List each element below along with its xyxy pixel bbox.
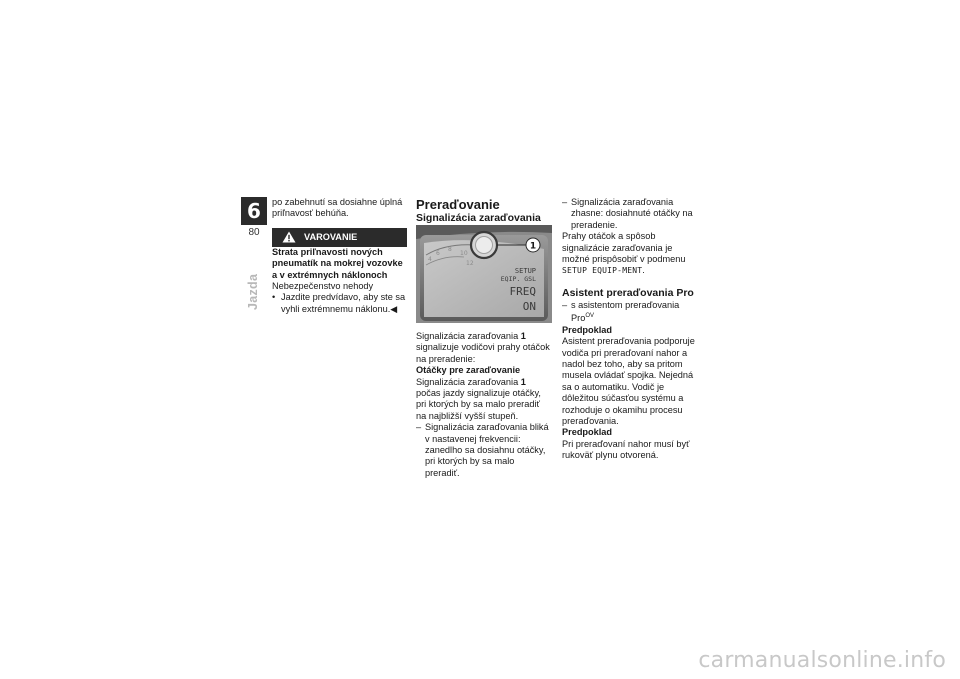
list-item: [562, 300, 697, 325]
dash-text: Signalizácia zaraďovania zhasne: dosiahnuté otáčky na preradenie.: [571, 197, 693, 230]
svg-text:10: 10: [460, 250, 468, 257]
display-equip-text: EQIP. GSL: [500, 275, 536, 283]
column-3: [562, 197, 697, 462]
list-item: [562, 197, 697, 231]
text-span: počas jazdy signalizuje otáčky, pri ktorých by sa malo preradiť na najbližší vyšší stupeň.: [416, 388, 541, 421]
list-item: [272, 292, 407, 315]
dash-mark: –: [562, 299, 568, 310]
warning-text: Nebezpečenstvo nehody: [272, 281, 374, 292]
text-span: Signalizácia zaraďovania: [416, 331, 521, 341]
bullet-text: Jazdite predvídavo, aby ste sa vyhli extrémnemu náklonu.◀: [281, 292, 406, 314]
menu-code: SETUP EQUIP-MENT: [562, 266, 643, 276]
warning-label: VAROVANIE: [304, 231, 358, 242]
svg-text:8: 8: [448, 246, 452, 253]
svg-text:6: 6: [436, 250, 440, 257]
watermark-text: carmanualsonline.info: [698, 648, 946, 673]
bullet-mark: •: [272, 292, 276, 303]
column-1: [272, 197, 407, 315]
display-setup-text: SETUP: [514, 267, 536, 275]
svg-text:12: 12: [466, 260, 474, 267]
display-on-text: ON: [522, 300, 536, 313]
text-span: signalizuje vodičovi prahy otáčok na preradenie:: [416, 342, 550, 364]
reference-number: 1: [520, 331, 526, 341]
reference-number: 1: [520, 376, 526, 387]
section-title: Preraďovanie: [416, 197, 500, 212]
intro-text: po zabehnutí sa dosiahne úplná priľnavosť behúňa.: [272, 197, 403, 219]
column-2: [416, 197, 551, 479]
dash-text: Signalizácia zaraďovania bliká v nastavenej frekvencii: zanedlho sa dosiahnu otáčky, pri ktorých by sa malo preradiť.: [425, 422, 549, 478]
figure-callout-number: 1: [529, 241, 537, 252]
section-subtitle: Signalizácia zaraďovania: [416, 212, 541, 224]
dash-mark: –: [416, 422, 422, 433]
paragraph: [562, 231, 697, 277]
chapter-number-tab: 6: [241, 197, 267, 225]
instrument-cluster-illustration: [416, 225, 552, 323]
paragraph: Asistent preraďovania podporuje vodiča pri preraďovaní nahor a nadol bez toho, aby sa pritom musela ovládať spojka. Nejedná sa o automatiku. Vodič je dôležitou súčasťou systému a rozhoduje o okamihu procesu preraďovania.: [562, 336, 695, 426]
paragraph: [416, 377, 551, 423]
list-item: [416, 422, 551, 479]
text-span: s asistentom preraďovania Pro: [571, 299, 680, 324]
option-superscript: OV: [585, 313, 594, 320]
paragraph: [416, 331, 551, 365]
warning-heading: Strata priľnavosti nových pneumatík na mokrej vozovke a v extrémnych náklonoch: [272, 246, 403, 280]
dash-text: [571, 300, 697, 325]
paragraph: Pri preraďovaní nahor musí byť rukoväť plynu otvorená.: [562, 438, 690, 461]
subheading-prerequisite: Predpoklad: [562, 427, 613, 438]
subheading-prerequisite: Predpoklad: [562, 324, 613, 335]
warning-triangle-icon: [282, 231, 296, 243]
display-freq-text: FREQ: [509, 285, 536, 298]
text-span: Prahy otáčok a spôsob signalizácie zaraďovania je možné prispôsobiť v podmenu: [562, 231, 686, 265]
chapter-side-label: Jazda: [246, 273, 260, 310]
dash-mark: –: [562, 197, 568, 207]
instrument-cluster-figure: [416, 225, 552, 323]
subheading-assistant: Asistent preraďovania Pro: [562, 286, 694, 299]
page-number: 80: [248, 227, 260, 238]
warning-banner: [272, 228, 407, 247]
text-span: Signalizácia zaraďovania: [416, 376, 521, 387]
text-span: .: [642, 265, 645, 276]
svg-text:4: 4: [428, 256, 432, 263]
subheading-rpm: Otáčky pre zaraďovanie: [416, 365, 521, 376]
